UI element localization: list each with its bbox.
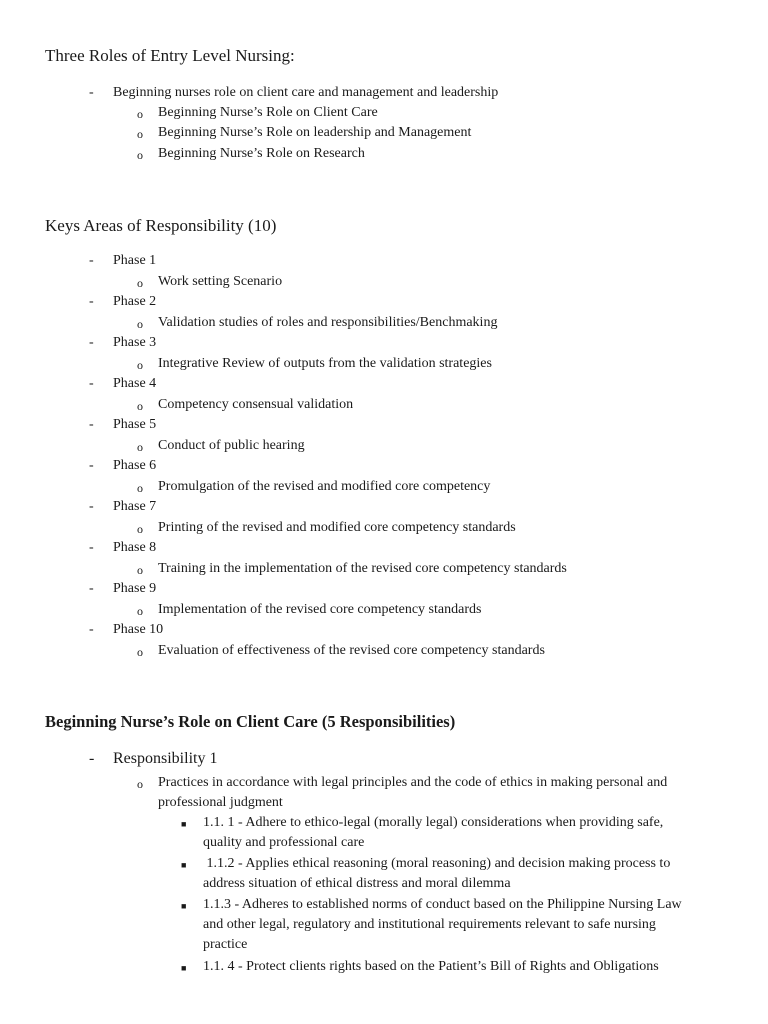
point-line: quality and professional care [203, 835, 365, 850]
circle-bullet: o [137, 107, 143, 121]
point-line: practice [203, 937, 248, 952]
circle-bullet: o [137, 481, 143, 495]
circle-bullet: o [137, 604, 143, 618]
point-line: 1.1.2 - Applies ethical reasoning (moral reasoning) and decision making process to [203, 856, 671, 871]
phase-detail: Validation studies of roles and responsibilities/Benchmaking [158, 315, 498, 330]
practice-line: Practices in accordance with legal principles and the code of ethics in making personal and [158, 775, 668, 790]
dash-bullet: - [89, 581, 94, 596]
circle-bullet: o [137, 317, 143, 331]
section-title-entry-roles: Three Roles of Entry Level Nursing: [45, 46, 295, 65]
phase-label: Phase 8 [113, 540, 157, 555]
dash-bullet: - [89, 417, 94, 432]
dash-bullet: - [89, 458, 94, 473]
phase-detail: Printing of the revised and modified core competency standards [158, 520, 516, 535]
section-title-client-care: Beginning Nurse’s Role on Client Care (5 Responsibilities) [45, 712, 456, 731]
circle-bullet: o [137, 358, 143, 372]
square-bullet: ■ [181, 901, 187, 911]
point-line: 1.1. 1 - Adhere to ethico-legal (morally legal) considerations when providing safe, [203, 815, 664, 830]
phase-label: Phase 9 [113, 581, 157, 596]
phase-detail: Training in the implementation of the revised core competency standards [158, 561, 567, 576]
circle-bullet: o [137, 440, 143, 454]
list-subitem: Beginning Nurse’s Role on Research [158, 146, 365, 161]
dash-bullet: - [89, 376, 94, 391]
dash-bullet: - [89, 499, 94, 514]
phase-detail: Conduct of public hearing [158, 438, 305, 453]
circle-bullet: o [137, 148, 143, 162]
dash-bullet: - [89, 335, 94, 350]
circle-bullet: o [137, 127, 143, 141]
phase-detail: Integrative Review of outputs from the validation strategies [158, 356, 492, 371]
circle-bullet: o [137, 563, 143, 577]
dash-bullet: - [89, 253, 94, 268]
square-bullet: ■ [181, 819, 187, 829]
circle-bullet: o [137, 645, 143, 659]
circle-bullet: o [137, 522, 143, 536]
list-item: Beginning nurses role on client care and management and leadership [113, 85, 499, 100]
circle-bullet: o [137, 276, 143, 290]
square-bullet: ■ [181, 860, 187, 870]
phase-detail: Implementation of the revised core competency standards [158, 602, 482, 617]
phase-label: Phase 6 [113, 458, 157, 473]
phase-label: Phase 4 [113, 376, 157, 391]
dash-bullet: - [89, 540, 94, 555]
phase-label: Phase 2 [113, 294, 157, 309]
phase-label: Phase 5 [113, 417, 157, 432]
square-bullet: ■ [181, 963, 187, 973]
point-line: address situation of ethical distress and moral dilemma [203, 876, 511, 891]
dash-bullet: - [89, 750, 95, 767]
list-subitem: Beginning Nurse’s Role on Client Care [158, 105, 378, 120]
phase-label: Phase 1 [113, 253, 157, 268]
dash-bullet: - [89, 294, 94, 309]
point-line: and other legal, regulatory and institutional requirements relevant to safe nursing [203, 917, 656, 932]
dash-bullet: - [89, 85, 94, 100]
section-title-key-areas: Keys Areas of Responsibility (10) [45, 216, 277, 235]
phase-detail: Competency consensual validation [158, 397, 354, 412]
practice-line: professional judgment [158, 795, 283, 810]
circle-bullet: o [137, 399, 143, 413]
responsibility-label: Responsibility 1 [113, 750, 218, 767]
dash-bullet: - [89, 622, 94, 637]
phase-detail: Work setting Scenario [158, 274, 283, 289]
phase-label: Phase 10 [113, 622, 164, 637]
point-line: 1.1. 4 - Protect clients rights based on the Patient’s Bill of Rights and Obligations [203, 959, 659, 974]
list-subitem: Beginning Nurse’s Role on leadership and Management [158, 125, 472, 140]
point-line: 1.1.3 - Adheres to established norms of conduct based on the Philippine Nursing Law [203, 897, 682, 912]
phase-detail: Evaluation of effectiveness of the revised core competency standards [158, 643, 545, 658]
phase-label: Phase 3 [113, 335, 157, 350]
phase-detail: Promulgation of the revised and modified core competency [158, 479, 491, 494]
circle-bullet: o [137, 777, 143, 791]
phase-label: Phase 7 [113, 499, 157, 514]
